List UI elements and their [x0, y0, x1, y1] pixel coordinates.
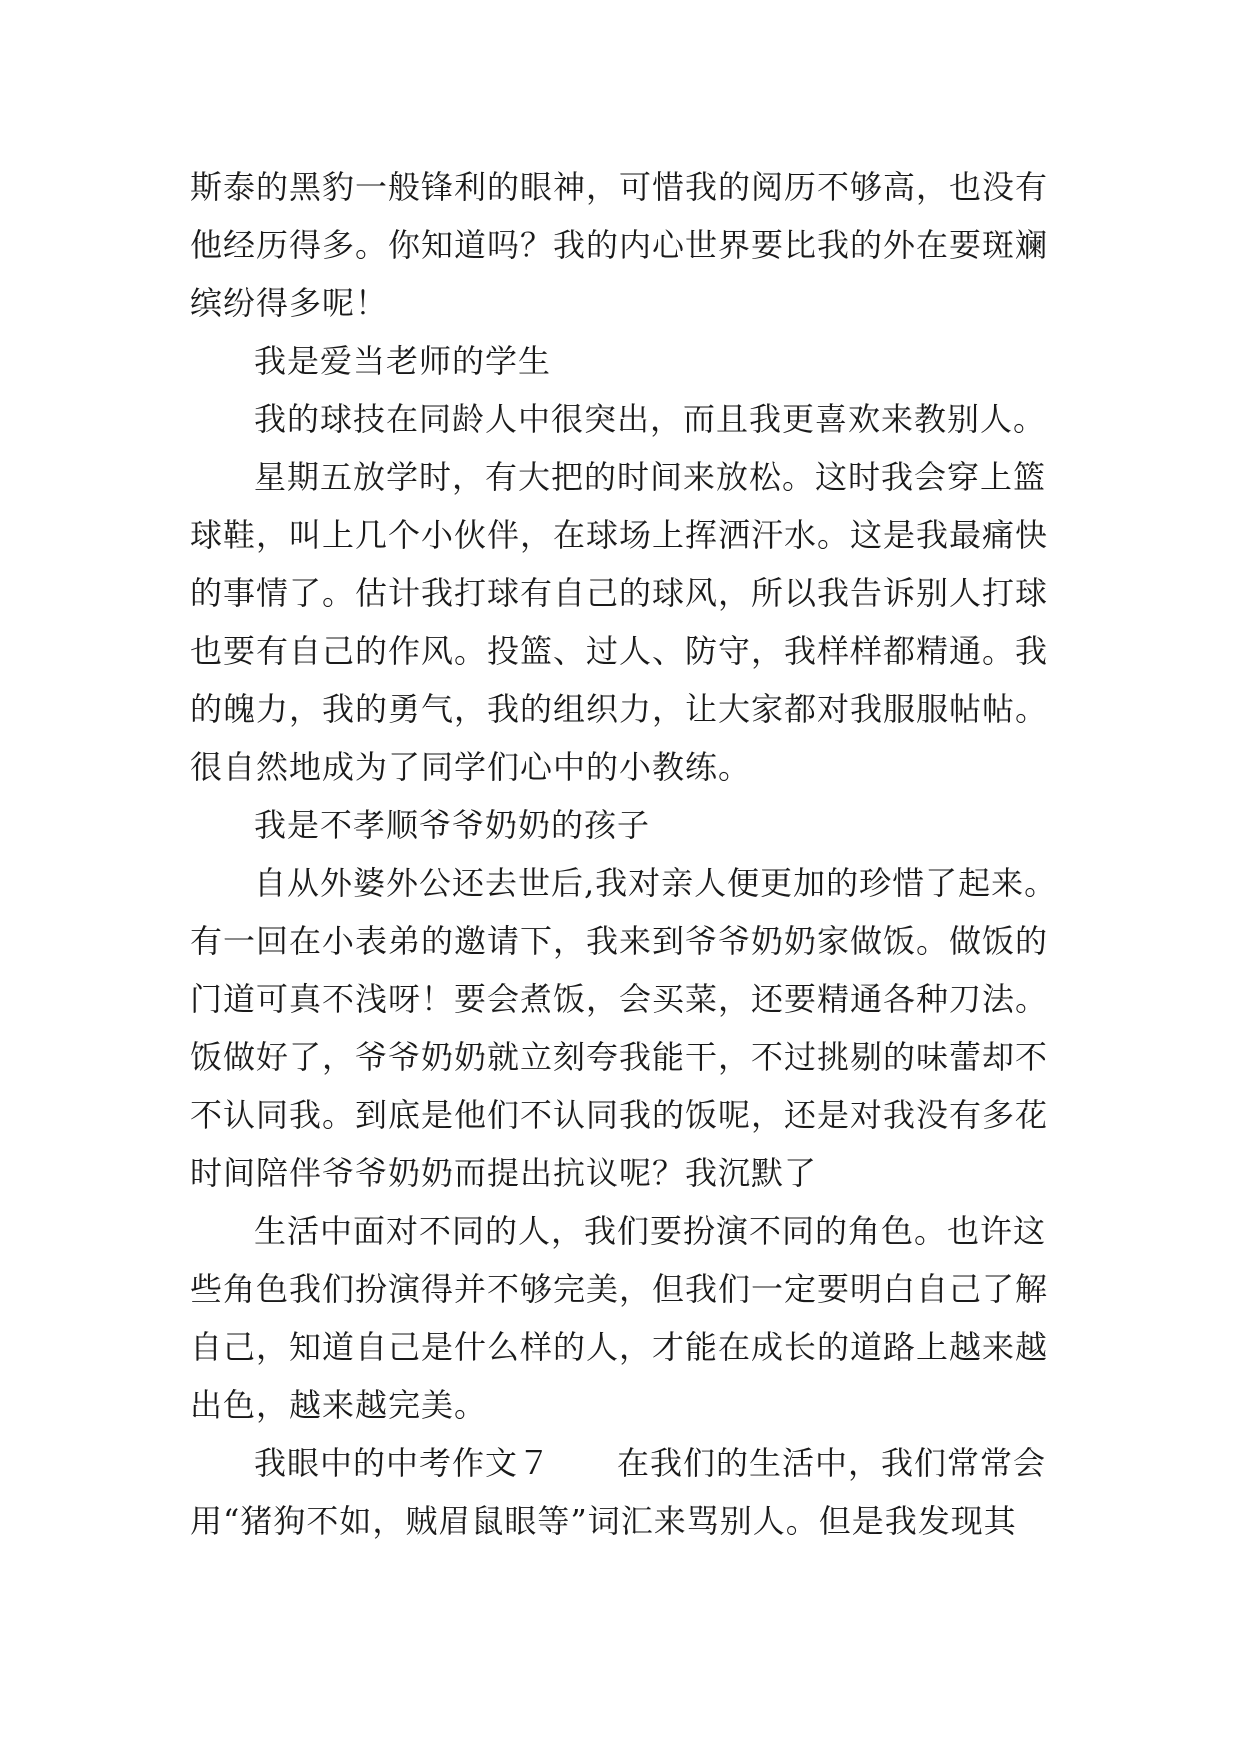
- section-heading: 我是爱当老师的学生: [254, 342, 552, 380]
- text-line: 饭做好了，爷爷奶奶就立刻夸我能干，不过挑剔的味蕾却不: [190, 1038, 1049, 1076]
- text-line: 的事情了。估计我打球有自己的球风，所以我告诉别人打球: [190, 574, 1049, 612]
- text-line: 自己，知道自己是什么样的人，才能在成长的道路上越来越: [190, 1328, 1049, 1366]
- text-line: 球鞋，叫上几个小伙伴，在球场上挥洒汗水。这是我最痛快: [190, 516, 1049, 554]
- text-line: 时间陪伴爷爷奶奶而提出抗议呢？我沉默了: [190, 1154, 818, 1192]
- paragraph-start: 星期五放学时，有大把的时间来放松。这时我会穿上篮: [254, 458, 1047, 496]
- text-line: 出色，越来越完美。: [190, 1386, 488, 1424]
- text-line: 用“猪狗不如，贼眉鼠眼等”词汇来骂别人。但是我发现其: [190, 1502, 1017, 1540]
- document-body: [190, 158, 1070, 1550]
- paragraph-start: 我眼中的中考作文７ 在我们的生活中，我们常常会: [254, 1444, 1047, 1482]
- section-heading: 我是不孝顺爷爷奶奶的孩子: [254, 806, 651, 844]
- text-line: 斯泰的黑豹一般锋利的眼神，可惜我的阅历不够高，也没有: [190, 168, 1049, 206]
- paragraph-start: 生活中面对不同的人，我们要扮演不同的角色。也许这: [254, 1212, 1047, 1250]
- text-line: 的魄力，我的勇气，我的组织力，让大家都对我服服帖帖。: [190, 690, 1049, 728]
- text-line: 也要有自己的作风。投篮、过人、防守，我样样都精通。我: [190, 632, 1049, 670]
- text-line: 些角色我们扮演得并不够完美，但我们一定要明白自己了解: [190, 1270, 1049, 1308]
- text-line: 缤纷得多呢！: [190, 284, 389, 322]
- text-line: 很自然地成为了同学们心中的小教练。: [190, 748, 752, 786]
- text-line: 他经历得多。你知道吗？我的内心世界要比我的外在要斑斓: [190, 226, 1049, 264]
- paragraph-start: 我的球技在同龄人中很突出，而且我更喜欢来教别人。: [254, 400, 1047, 438]
- text-line: 门道可真不浅呀！要会煮饭，会买菜，还要精通各种刀法。: [190, 980, 1049, 1018]
- text-line: 不认同我。到底是他们不认同我的饭呢，还是对我没有多花: [190, 1096, 1049, 1134]
- text-line: 有一回在小表弟的邀请下，我来到爷爷奶奶家做饭。做饭的: [190, 922, 1049, 960]
- paragraph-start: 自从外婆外公还去世后,我对亲人便更加的珍惜了起来。: [254, 864, 1058, 902]
